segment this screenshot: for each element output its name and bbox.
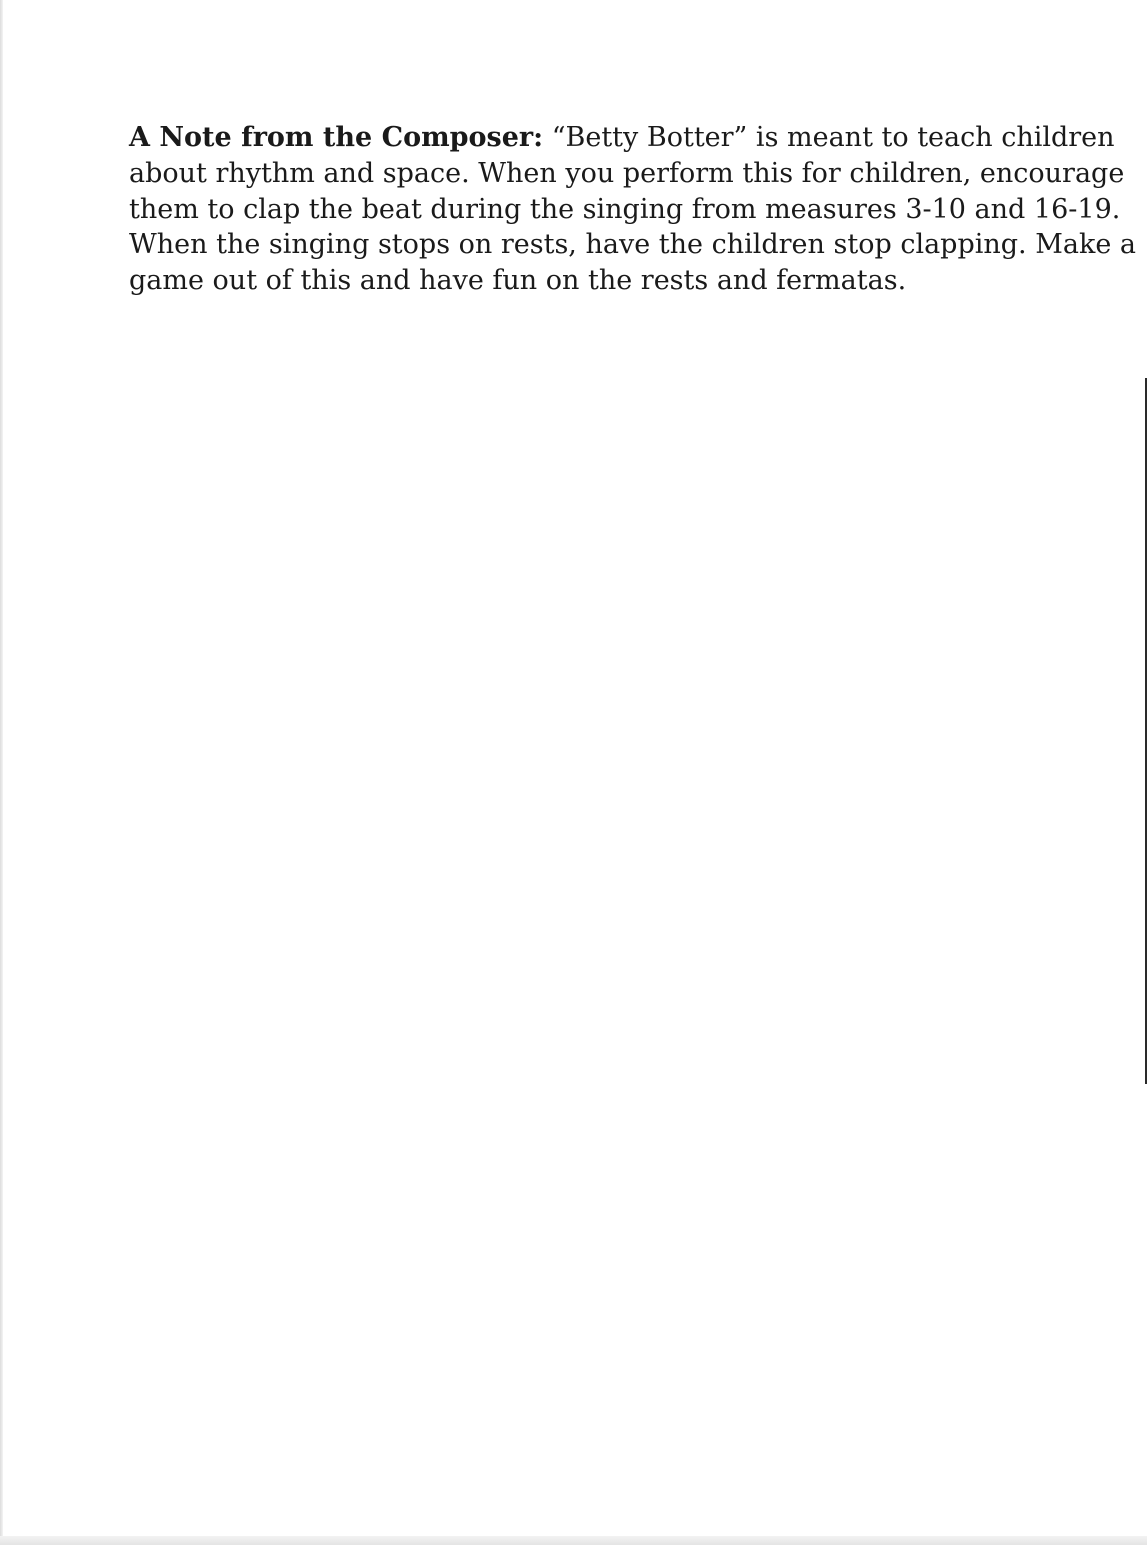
composer-note-line-1 — [129, 120, 1115, 156]
page-left-edge — [0, 0, 3, 1545]
composer-note-line-1-text: “Betty Botter” is meant to teach children — [543, 122, 1115, 153]
page-bottom-edge — [0, 1536, 1147, 1545]
composer-note-heading: A Note from the Composer: — [129, 122, 544, 153]
composer-note-line-2: about rhythm and space. When you perform this for children, encourage — [129, 157, 1125, 189]
composer-note-line-4: When the singing stops on rests, have the children stop clapping. Make a — [129, 229, 1136, 261]
composer-note-line-5: game out of this and have fun on the rests and fermatas. — [129, 265, 907, 297]
composer-note-line-3: them to clap the beat during the singing from measures 3-10 and 16-19. — [129, 193, 1121, 225]
composer-note — [129, 120, 1136, 299]
